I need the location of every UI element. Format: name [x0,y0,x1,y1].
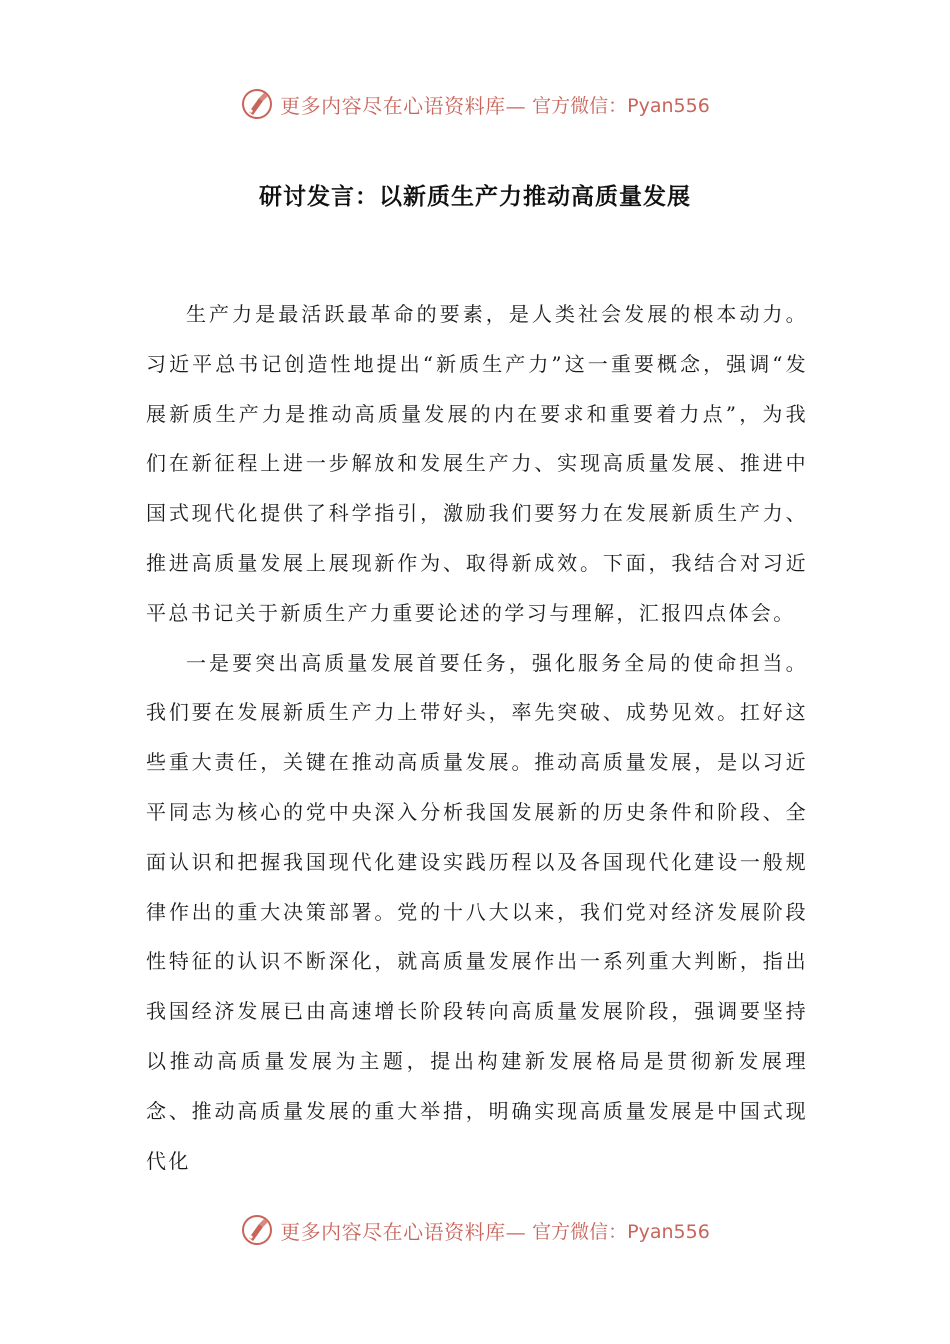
watermark-brand-text: 更多内容尽在心语资料库— [280,93,527,118]
watermark-wechat-text: 官方微信：Pyan556 [532,94,710,117]
footer-watermark-banner [0,1210,950,1250]
document-body [146,290,808,1186]
paragraph: 生产力是最活跃最革命的要素，是人类社会发展的根本动力。习近平总书记创造性地提出“新质生产力”这一重要概念，强调“发展新质生产力是推动高质量发展的内在要求和重要着力点”，为我们在新征程上进一步解放和发展生产力、实现高质量发展、推进中国式现代化提供了科学指引，激励我们要努力在发展新质生产力、推进高质量发展上展现新作为、取得新成效。下面，我结合对习近平总书记关于新质生产力重要论述的学习与理解，汇报四点体会。 [146,302,808,625]
pen-nib-circle-icon [240,87,274,121]
header-watermark-banner [0,84,950,124]
document-title: 研讨发言：以新质生产力推动高质量发展 [259,183,691,210]
pen-nib-circle-icon [240,1213,274,1247]
paragraph: 一是要突出高质量发展首要任务，强化服务全局的使命担当。我们要在发展新质生产力上带好头，率先突破、成势见效。扛好这些重大责任，关键在推动高质量发展。推动高质量发展，是以习近平同志为核心的党中央深入分析我国发展新的历史条件和阶段、全面认识和把握我国现代化建设实践历程以及各国现代化建设一般规律作出的重大决策部署。党的十八大以来，我们党对经济发展阶段性特征的认识不断深化，就高质量发展作出一系列重大判断，指出我国经济发展已由高速增长阶段转向高质量发展阶段，强调要坚持以推动高质量发展为主题，提出构建新发展格局是贯彻新发展理念、推动高质量发展的重大举措，明确实现高质量发展是中国式现代化 [146,650,808,1173]
watermark-brand-text: 更多内容尽在心语资料库— [280,1219,527,1244]
watermark-wechat-text: 官方微信：Pyan556 [532,1220,710,1243]
